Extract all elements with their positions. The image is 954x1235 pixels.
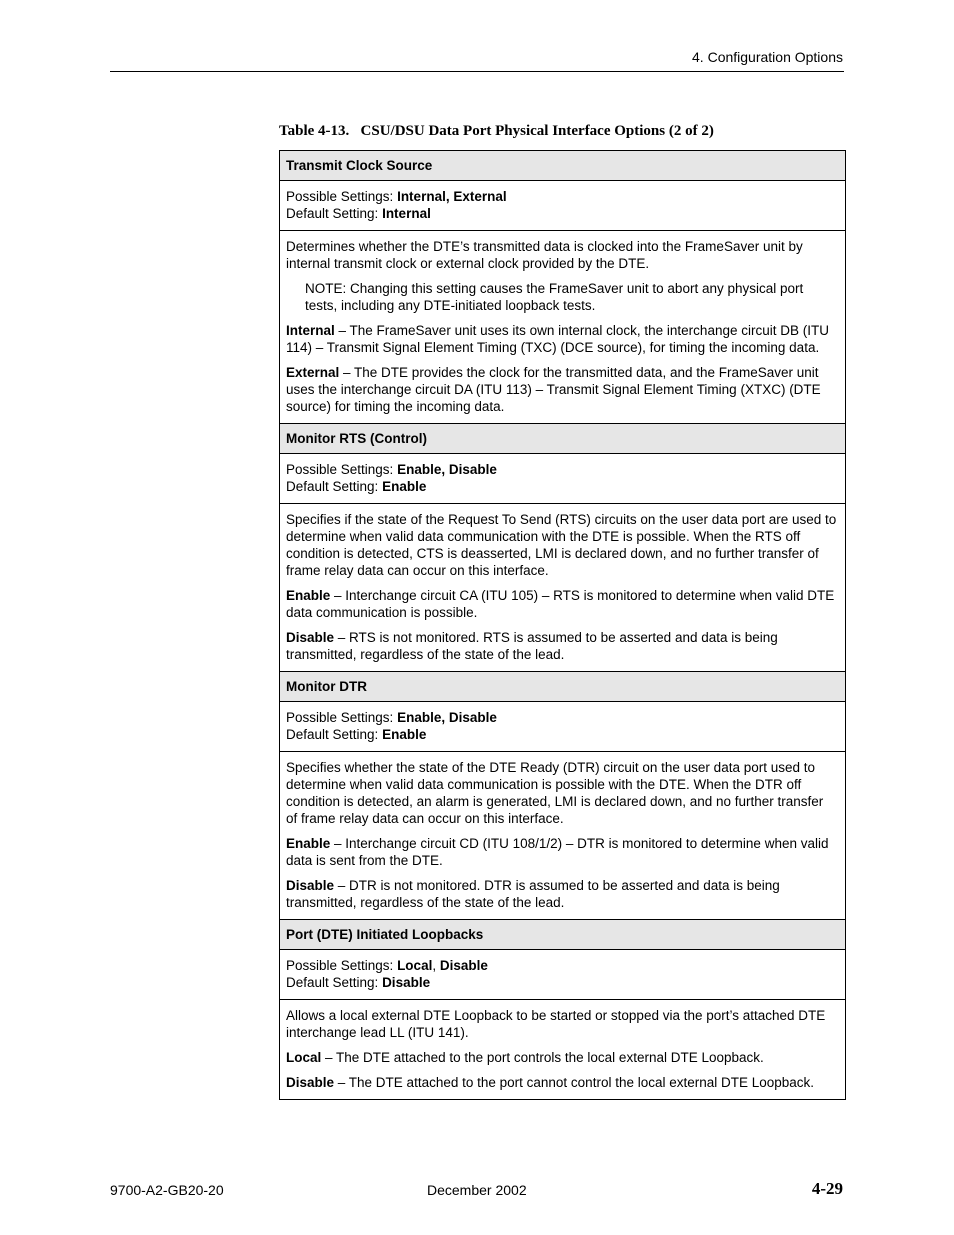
- possible-settings-value-disable: Disable: [439, 958, 488, 973]
- default-setting-label: Default Setting:: [286, 727, 383, 742]
- settings-cell: [280, 454, 846, 504]
- value-text: – RTS is not monitored. RTS is assumed to be asserted and data is being transmitted, regardless of the state of the lead.: [286, 630, 778, 662]
- value-term: Internal: [286, 323, 335, 338]
- default-setting-label: Default Setting:: [286, 479, 383, 494]
- description-row: [280, 504, 846, 672]
- settings-cell: [280, 702, 846, 752]
- description-cell: [280, 504, 846, 672]
- header-rule: [110, 71, 844, 72]
- value-term: External: [286, 365, 340, 380]
- settings-cell: [280, 950, 846, 1000]
- value-term: Disable: [286, 878, 335, 893]
- description-text: Specifies if the state of the Request To Send (RTS) circuits on the user data port are used to determine when valid data communication with the DTE is possible. When the RTS off condition is detected, CTS is deasserted, LMI is declared down, and no further transfer of frame relay data can occur on this interface.: [286, 512, 837, 578]
- description-row: [280, 231, 846, 424]
- possible-settings-separator: ,: [432, 958, 440, 973]
- value-text: – The DTE provides the clock for the transmitted data, and the FrameSaver unit uses the interchange circuit DA (ITU 113) – Transmit Signal Element Timing (XTXC) (DTE source) for timing the incoming data.: [286, 365, 821, 414]
- settings-row: [280, 181, 846, 231]
- description-cell: [280, 1000, 846, 1100]
- value-term: Disable: [286, 1075, 335, 1090]
- value-text: – The DTE attached to the port controls the local external DTE Loopback.: [321, 1050, 764, 1065]
- possible-settings-label: Possible Settings:: [286, 710, 398, 725]
- value-text: – DTR is not monitored. DTR is assumed to be asserted and data is being transmitted, regardless of the state of the lead.: [286, 878, 780, 910]
- settings-row: [280, 950, 846, 1000]
- option-name: Port (DTE) Initiated Loopbacks: [280, 920, 846, 950]
- value-text: – The DTE attached to the port cannot control the local external DTE Loopback.: [334, 1075, 815, 1090]
- description-cell: [280, 231, 846, 424]
- description-text: Determines whether the DTE’s transmitted data is clocked into the FrameSaver unit by internal transmit clock or external clock provided by the DTE.: [286, 239, 803, 271]
- option-header-row: [280, 151, 846, 181]
- value-term: Disable: [286, 630, 335, 645]
- option-name: Monitor RTS (Control): [280, 424, 846, 454]
- option-header-row: [280, 424, 846, 454]
- default-setting-value: Enable: [382, 727, 427, 742]
- note-text: NOTE: Changing this setting causes the FrameSaver unit to abort any physical port tests, including any DTE-initiated loopback tests.: [305, 281, 804, 313]
- possible-settings-values: Internal, External: [397, 189, 507, 204]
- settings-row: [280, 702, 846, 752]
- possible-settings-label: Possible Settings:: [286, 958, 398, 973]
- option-name: Monitor DTR: [280, 672, 846, 702]
- value-definition: [286, 835, 837, 869]
- possible-settings-label: Possible Settings:: [286, 189, 398, 204]
- possible-settings-values: Enable, Disable: [397, 710, 497, 725]
- page-number: 4-29: [811, 1179, 843, 1198]
- possible-settings-label: Possible Settings:: [286, 462, 398, 477]
- value-definition: [286, 322, 837, 356]
- description-row: [280, 752, 846, 920]
- value-text: – The FrameSaver unit uses its own internal clock, the interchange circuit DB (ITU 114) – Transmit Signal Element Timing (TXC) (DCE source), for timing the incoming data.: [286, 323, 829, 355]
- settings-row: [280, 454, 846, 504]
- value-term: Enable: [286, 588, 331, 603]
- option-name: Transmit Clock Source: [280, 151, 846, 181]
- option-header-row: [280, 672, 846, 702]
- value-definition: [286, 1049, 837, 1066]
- description-row: [280, 1000, 846, 1100]
- publication-date: December 2002: [427, 1182, 527, 1198]
- running-header: 4. Configuration Options: [692, 49, 843, 65]
- possible-settings-values: Enable, Disable: [397, 462, 497, 477]
- possible-settings-value-local: Local: [397, 958, 433, 973]
- value-term: Enable: [286, 836, 331, 851]
- settings-cell: [280, 181, 846, 231]
- description-text: Allows a local external DTE Loopback to be started or stopped via the port’s attached DTE interchange lead LL (ITU 141).: [286, 1008, 826, 1040]
- default-setting-label: Default Setting:: [286, 975, 383, 990]
- value-definition: [286, 1074, 837, 1091]
- document-number: 9700-A2-GB20-20: [110, 1182, 224, 1198]
- default-setting-value: Internal: [382, 206, 431, 221]
- description-text: Specifies whether the state of the DTE Ready (DTR) circuit on the user data port used to determine when valid data communication is possible with the DTE. When the DTR off condition is detected, an alarm is generated, LMI is declared down, and no further transfer of frame relay data can occur on this interface.: [286, 760, 824, 826]
- value-definition: [286, 877, 837, 911]
- value-text: – Interchange circuit CD (ITU 108/1/2) – DTR is monitored to determine when valid data is sent from the DTE.: [286, 836, 829, 868]
- default-setting-label: Default Setting:: [286, 206, 383, 221]
- value-definition: [286, 629, 837, 663]
- value-definition: [286, 364, 837, 415]
- default-setting-value: Disable: [382, 975, 431, 990]
- table-title: Table 4-13. CSU/DSU Data Port Physical Interface Options (2 of 2): [279, 123, 714, 139]
- default-setting-value: Enable: [382, 479, 427, 494]
- value-definition: [286, 587, 837, 621]
- description-cell: [280, 752, 846, 920]
- value-text: – Interchange circuit CA (ITU 105) – RTS is monitored to determine when valid DTE data communication is possible.: [286, 588, 835, 620]
- options-table: [279, 150, 846, 1100]
- option-header-row: [280, 920, 846, 950]
- value-term: Local: [286, 1050, 322, 1065]
